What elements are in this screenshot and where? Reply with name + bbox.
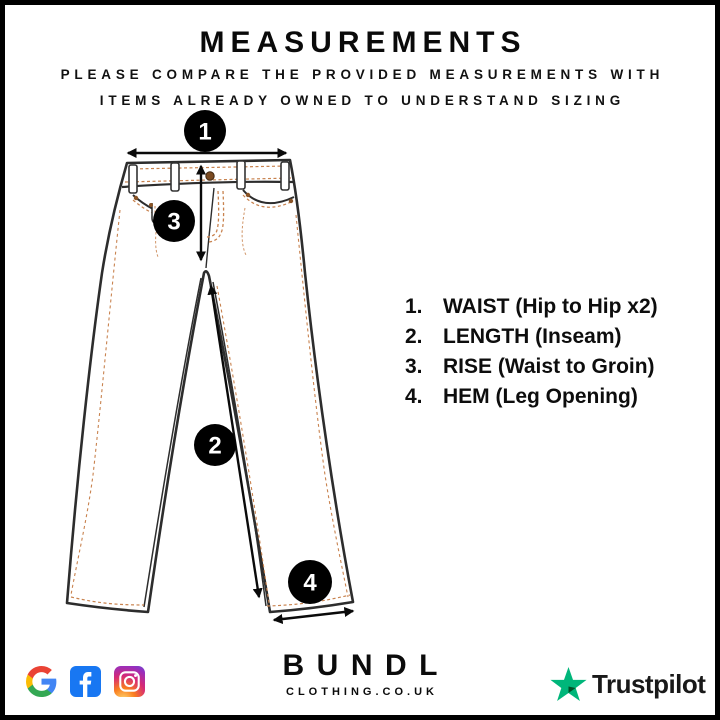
trustpilot-logo [550, 667, 705, 702]
brand-domain: CLOTHING.CO.UK [286, 686, 438, 698]
hem-arrow [274, 611, 353, 620]
legend-item-number: 3. [405, 355, 423, 378]
page-title: MEASUREMENTS [199, 26, 527, 59]
legend-item-number: 2. [405, 325, 423, 348]
legend-item-label: HEM (Leg Opening) [443, 385, 638, 408]
marker-number-4: 4 [303, 569, 317, 597]
subtitle-line-2: ITEMS ALREADY OWNED TO UNDERSTAND SIZING [99, 93, 626, 108]
legend-item-number: 1. [405, 295, 423, 318]
legend-item-label: WAIST (Hip to Hip x2) [443, 295, 658, 318]
legend-item [405, 322, 658, 352]
legend-item-label: LENGTH (Inseam) [443, 325, 622, 348]
brand-name: BUNDL [282, 649, 450, 682]
trustpilot-label: Trustpilot [592, 669, 706, 699]
jeans-button [206, 172, 214, 180]
legend-item-label: RISE (Waist to Groin) [443, 355, 655, 378]
legend-item [405, 292, 658, 322]
subtitle-line-1: PLEASE COMPARE THE PROVIDED MEASUREMENTS WITH [60, 67, 665, 82]
trustpilot-star-icon [550, 667, 587, 702]
marker-number-2: 2 [208, 432, 222, 460]
legend-item-number: 4. [405, 385, 423, 408]
marker-number-3: 3 [167, 208, 181, 236]
marker-number-1: 1 [198, 118, 212, 146]
jeans-outline-drawing [67, 160, 353, 612]
legend-item [405, 352, 658, 382]
legend-item [405, 382, 658, 412]
measurement-legend [405, 292, 658, 412]
